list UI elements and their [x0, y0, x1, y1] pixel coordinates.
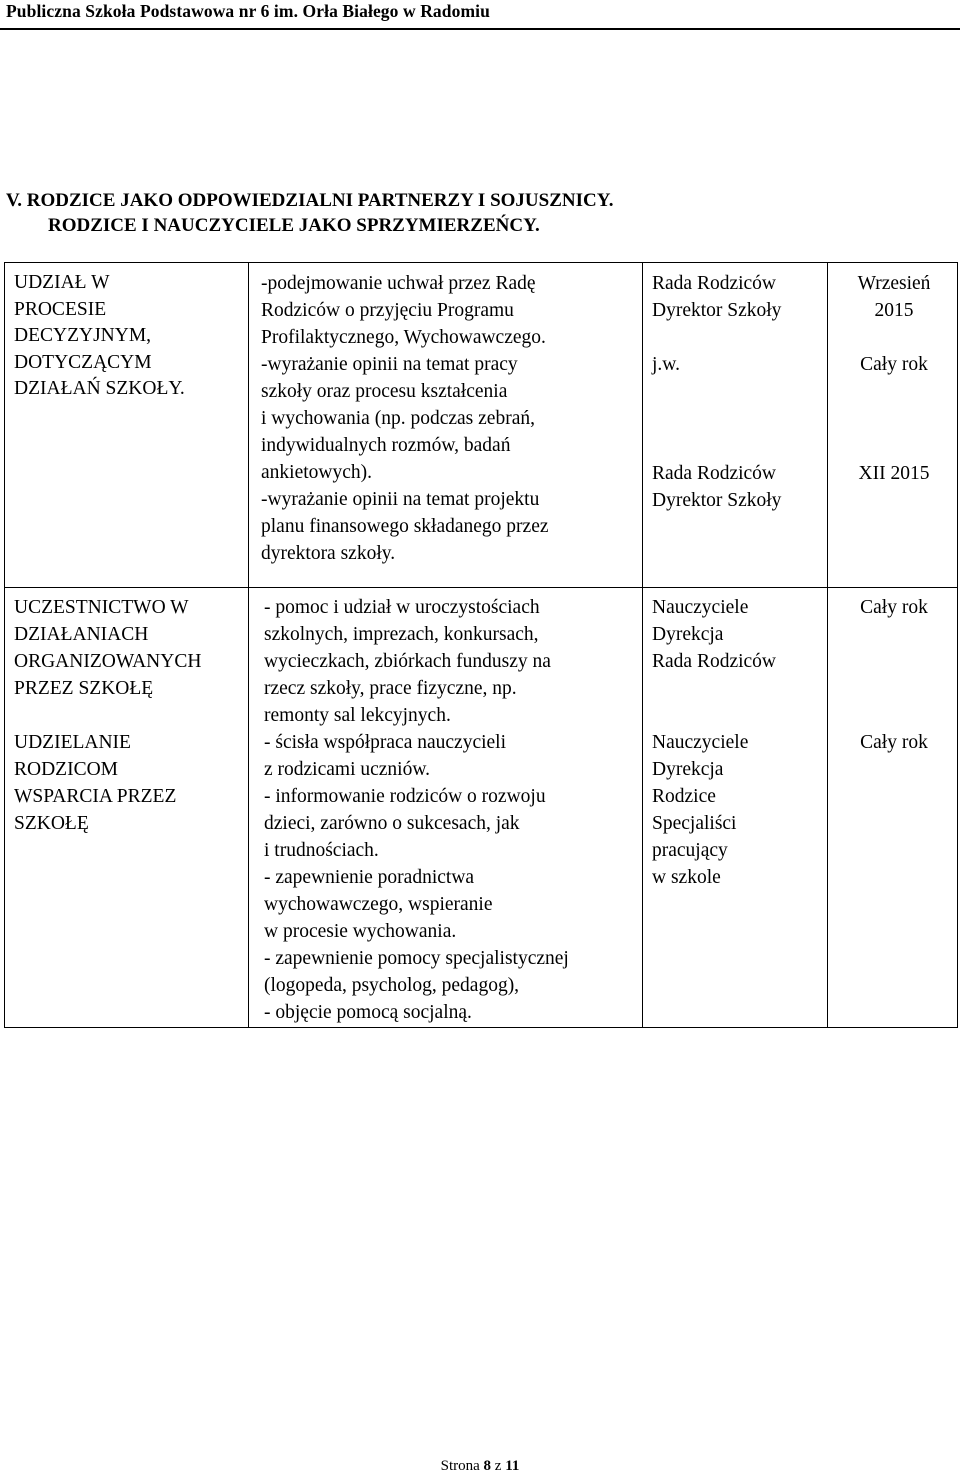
document-header-title: Publiczna Szkoła Podstawowa nr 6 im. Orła Białego w Radomiu: [6, 1, 490, 21]
task-line: i wychowania (np. podczas zebrań,: [261, 408, 535, 429]
task-line: w procesie wychowania.: [264, 921, 457, 942]
responsible-line: Dyrektor Szkoły: [652, 300, 782, 321]
table-border-left: [4, 262, 5, 1028]
task-line: planu finansowego składanego przez: [261, 516, 549, 537]
responsible-line: Nauczyciele: [652, 732, 749, 753]
page-total: 11: [505, 1458, 520, 1474]
table-col-divider-1: [248, 262, 249, 1028]
area-line: DZIAŁANIACH: [14, 624, 149, 645]
table-col-divider-2: [642, 262, 643, 1028]
area-line: SZKOŁĘ: [14, 813, 89, 834]
term-line: 2015: [874, 300, 914, 321]
responsible-line: Dyrektor Szkoły: [652, 490, 782, 511]
term-line: Wrzesień: [857, 273, 931, 294]
plan-table: [4, 262, 958, 1028]
task-line: i trudnościach.: [264, 840, 379, 861]
task-line: ankietowych).: [261, 462, 373, 483]
responsible-line: Rada Rodziców: [652, 651, 777, 672]
section-title-line-1: V. RODZICE JAKO ODPOWIEDZIALNI PARTNERZY I SOJUSZNICY.: [6, 190, 614, 211]
row2-term-cell-b: [839, 729, 949, 756]
row2-tasks-cell-b: [264, 729, 569, 1026]
responsible-line: Specjaliści: [652, 813, 737, 834]
row1-responsible-cell: [652, 270, 781, 514]
task-line: -wyrażanie opinii na temat pracy: [261, 354, 518, 375]
page-label: Strona: [440, 1458, 480, 1474]
task-line: - informowanie rodziców o rozwoju: [264, 786, 546, 807]
responsible-line: j.w.: [652, 354, 680, 375]
row2-tasks-cell-a: [264, 594, 551, 729]
term-line: Cały rok: [860, 732, 928, 753]
row1-tasks-cell: [261, 270, 549, 567]
responsible-line: Rada Rodziców: [652, 273, 777, 294]
section-title-line-2: RODZICE I NAUCZYCIELE JAKO SPRZYMIERZEŃCY.: [48, 215, 540, 236]
area-line: ORGANIZOWANYCH: [14, 651, 202, 672]
task-line: - objęcie pomocą socjalną.: [264, 1002, 472, 1023]
page-header: [0, 0, 960, 30]
table-col-divider-3: [827, 262, 828, 1028]
area-line: DECYZYJNYM,: [14, 325, 152, 346]
task-line: Profilaktycznego, Wychowawczego.: [261, 327, 546, 348]
task-line: szkoły oraz procesu kształcenia: [261, 381, 508, 402]
area-line: WSPARCIA PRZEZ: [14, 786, 177, 807]
row2-responsible-cell-a: [652, 594, 776, 675]
task-line: szkolnych, imprezach, konkursach,: [264, 624, 539, 645]
term-line: Cały rok: [860, 597, 928, 618]
area-line: DZIAŁAŃ SZKOŁY.: [14, 378, 185, 399]
task-line: indywidualnych rozmów, badań: [261, 435, 511, 456]
responsible-line: Dyrekcja: [652, 759, 724, 780]
row2-area-cell-b: [14, 729, 176, 837]
area-line: RODZICOM: [14, 759, 119, 780]
area-line: UCZESTNICTWO W: [14, 597, 189, 618]
task-line: (logopeda, psycholog, pedagog),: [264, 975, 520, 996]
row2-area-cell-a: [14, 594, 201, 702]
task-line: - pomoc i udział w uroczystościach: [264, 597, 540, 618]
task-line: rzecz szkoły, prace fizyczne, np.: [264, 678, 517, 699]
responsible-line: Rodzice: [652, 786, 716, 807]
area-line: UDZIELANIE: [14, 732, 131, 753]
responsible-line: Dyrekcja: [652, 624, 724, 645]
table-border-bottom: [4, 1027, 958, 1028]
task-line: - zapewnienie pomocy specjalistycznej: [264, 948, 569, 969]
row2-term-cell-a: [839, 594, 949, 621]
row2-responsible-cell-b: [652, 729, 748, 891]
responsible-line: w szkole: [652, 867, 721, 888]
responsible-line: Nauczyciele: [652, 597, 749, 618]
area-line: DOTYCZĄCYM: [14, 351, 152, 373]
page-footer: [0, 1458, 960, 1475]
task-line: dyrektora szkoły.: [261, 543, 396, 564]
responsible-line: Rada Rodziców: [652, 463, 777, 484]
page-number: 8: [483, 1458, 492, 1474]
task-line: -wyrażanie opinii na temat projektu: [261, 489, 540, 510]
page-separator: z: [494, 1458, 502, 1474]
table-border-right: [957, 262, 958, 1028]
area-line: PRZEZ SZKOŁĘ: [14, 678, 154, 699]
term-line: Cały rok: [860, 354, 928, 375]
row1-term-cell: [839, 270, 949, 487]
task-line: wychowawczego, wspieranie: [264, 894, 493, 915]
area-line: UDZIAŁ W: [14, 272, 110, 293]
task-line: - ścisła współpraca nauczycieli: [264, 732, 507, 753]
table-border-top: [4, 262, 958, 263]
row1-area-cell: [14, 270, 185, 403]
task-line: z rodzicami uczniów.: [264, 759, 431, 780]
task-line: Rodziców o przyjęciu Programu: [261, 300, 514, 321]
task-line: dzieci, zarówno o sukcesach, jak: [264, 813, 520, 834]
task-line: wycieczkach, zbiórkach funduszy na: [264, 651, 551, 672]
task-line: -podejmowanie uchwał przez Radę: [261, 273, 536, 294]
responsible-line: pracujący: [652, 840, 728, 861]
task-line: remonty sal lekcyjnych.: [264, 705, 451, 726]
table-row-divider: [4, 587, 958, 588]
term-line: XII 2015: [858, 463, 930, 484]
area-line: PROCESIE: [14, 298, 107, 320]
task-line: - zapewnienie poradnictwa: [264, 867, 475, 888]
